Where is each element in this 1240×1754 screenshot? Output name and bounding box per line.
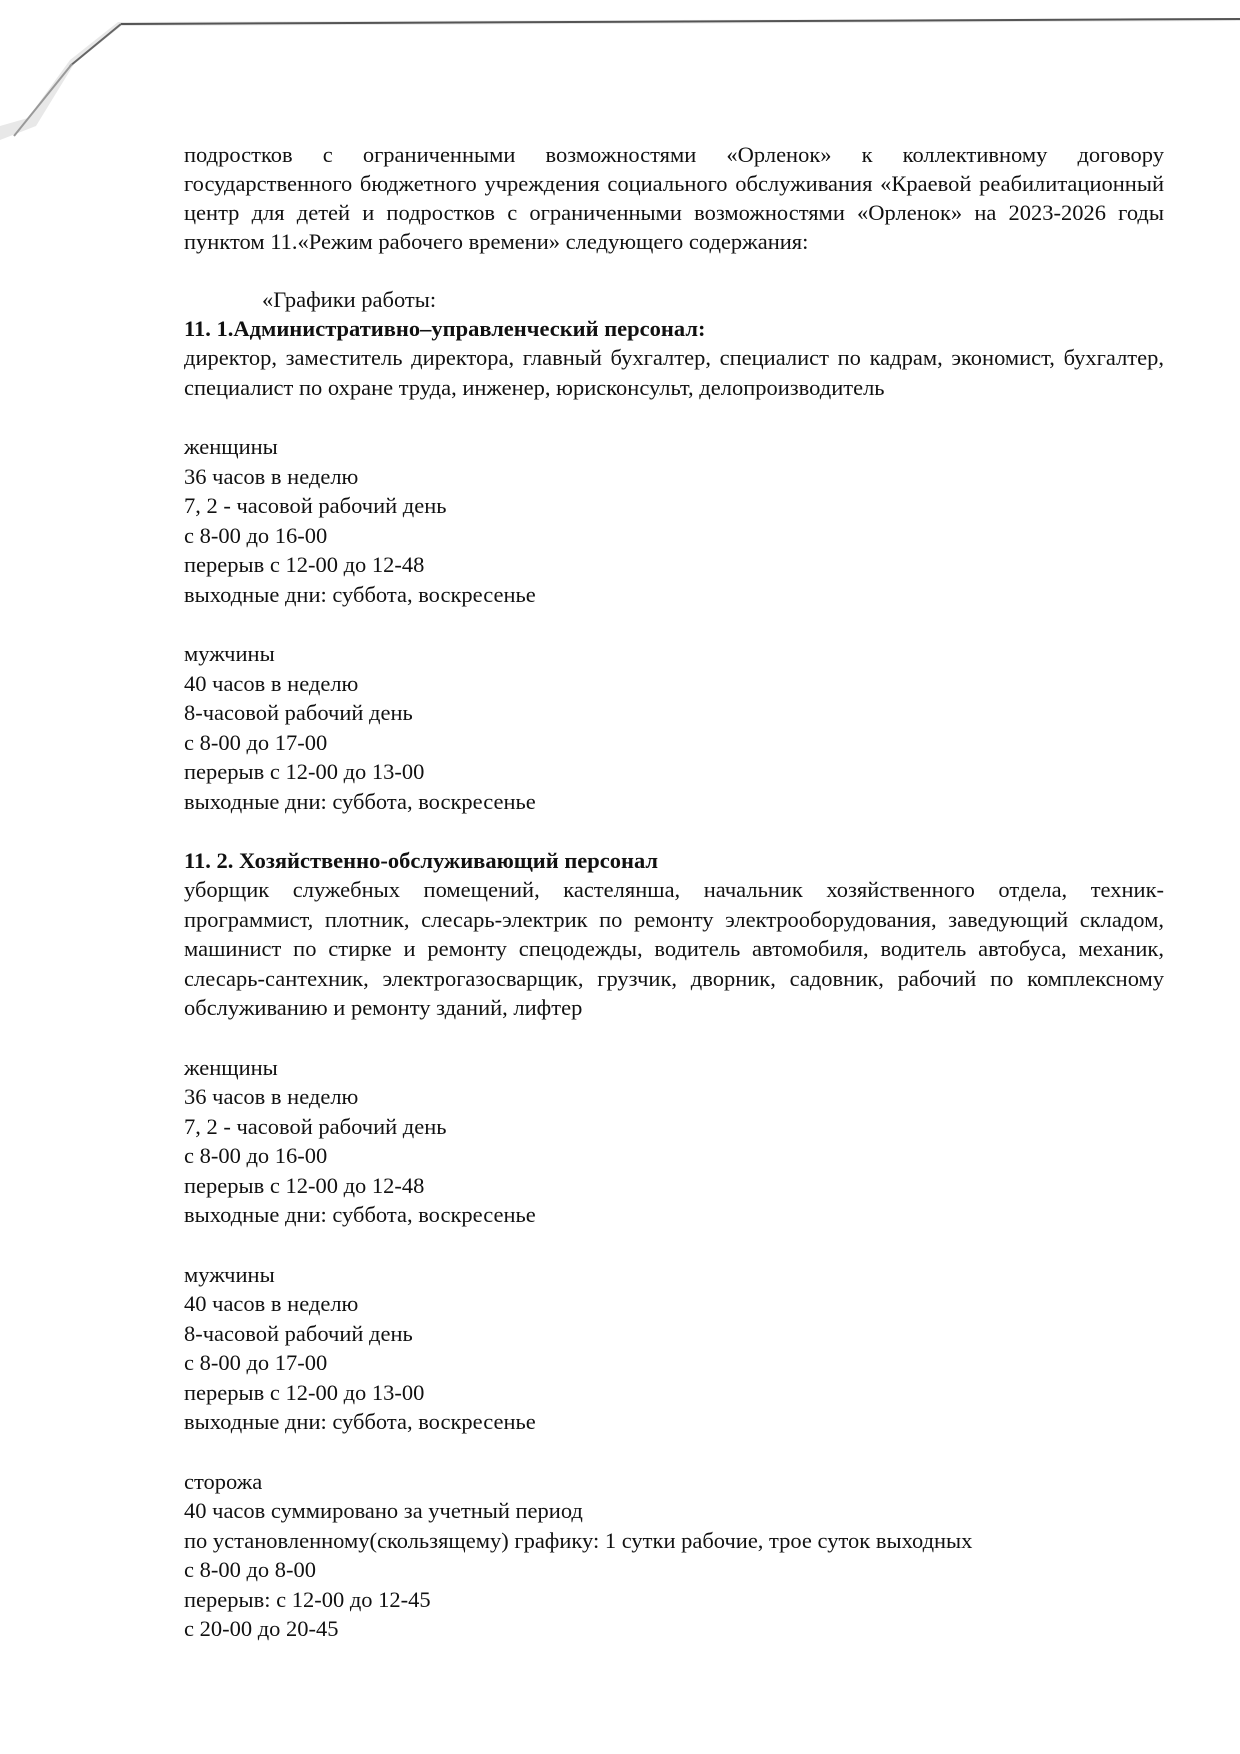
schedule-women-administrative [184,432,1164,609]
schedules-heading: «Графики работы: [262,287,437,312]
schedule-label: сторожа [184,1468,263,1494]
schedule-label: женщины [184,1054,278,1080]
schedule-day: 8-часовой рабочий день [184,1320,413,1346]
document-page [184,140,1164,1644]
schedule-day: 7, 2 - часовой рабочий день [184,493,447,518]
schedule-days-off: выходные дни: суббота, воскресенье [184,1409,536,1434]
schedule-day: 8-часовой рабочий день [184,700,413,725]
schedule-label: женщины [184,434,278,459]
schedule-time: с 8-00 до 17-00 [184,729,328,755]
staff-list-maintenance: уборщик служебных помещений, кастелянша, начальник хозяйственного отдела, техник-программист, плотник, слесарь-электрик по ремонту электрооборудования, заведующий складом, машинист по стирке и ремонту спецодежды, водитель автомобиля, водитель автобуса, механик, слесарь-сантехник, электрогазосварщик, грузчик, дворник, садовник, рабочий по комплексному обслуживанию и ремонту зданий, лифтер [184,877,1164,1020]
schedule-label: мужчины [184,641,275,666]
schedule-hours: 40 часов суммировано за учетный период [184,1498,583,1523]
staff-list-administrative: директор, заместитель директора, главный бухгалтер, специалист по кадрам, экономист, бухгалтер, специалист по охране труда, инженер, юрисконсульт, делопроизводитель [184,345,1164,400]
schedule-hours: 40 часов в неделю [184,1291,359,1316]
schedule-days-off: выходные дни: суббота, воскресенье [184,788,536,814]
schedule-time: с 8-00 до 16-00 [184,522,328,548]
intro-paragraph: подростков с ограниченными возможностями «Орленок» к коллективному договору государственного бюджетного учреждения социального обслуживания «Краевой реабилитационный центр для детей и подростков с ограниченными возможностями «Орленок» на 2023-2026 годы пунктом 11.«Режим рабочего времени» следующего содержания: [184,142,1164,254]
schedule-days-off: выходные дни: суббота, воскресенье [184,581,536,607]
schedule-time: с 8-00 до 17-00 [184,1350,328,1375]
schedule-guards [184,1467,1164,1644]
schedule-day: 7, 2 - часовой рабочий день [184,1113,447,1139]
schedule-time: с 8-00 до 8-00 [184,1557,317,1582]
scan-fold-mark [0,0,1240,160]
section-title-administrative: 11. 1.Административно–управленческий персонал: [184,316,706,341]
schedule-label: мужчины [184,1261,275,1287]
schedule-break: перерыв с 12-00 до 13-00 [184,1379,425,1405]
schedule-days-off: выходные дни: суббота, воскресенье [184,1202,536,1227]
schedule-shift-pattern: по установленному(скользящему) графику: 1 сутки рабочие, трое суток выходных [184,1527,973,1553]
schedule-men-administrative [184,639,1164,816]
schedule-hours: 36 часов в неделю [184,463,359,489]
schedule-break-second: с 20-00 до 20-45 [184,1616,339,1641]
schedule-women-maintenance [184,1053,1164,1230]
schedule-men-maintenance [184,1260,1164,1437]
schedule-break: перерыв с 12-00 до 13-00 [184,759,425,784]
schedule-hours: 36 часов в неделю [184,1084,359,1109]
schedule-break: перерыв с 12-00 до 12-48 [184,1172,425,1198]
schedule-break: перерыв с 12-00 до 12-48 [184,552,425,577]
section-title-maintenance: 11. 2. Хозяйственно-обслуживающий персонал [184,848,659,873]
schedule-time: с 8-00 до 16-00 [184,1143,328,1168]
schedule-break: перерыв: с 12-00 до 12-45 [184,1586,431,1612]
schedule-hours: 40 часов в неделю [184,670,359,696]
